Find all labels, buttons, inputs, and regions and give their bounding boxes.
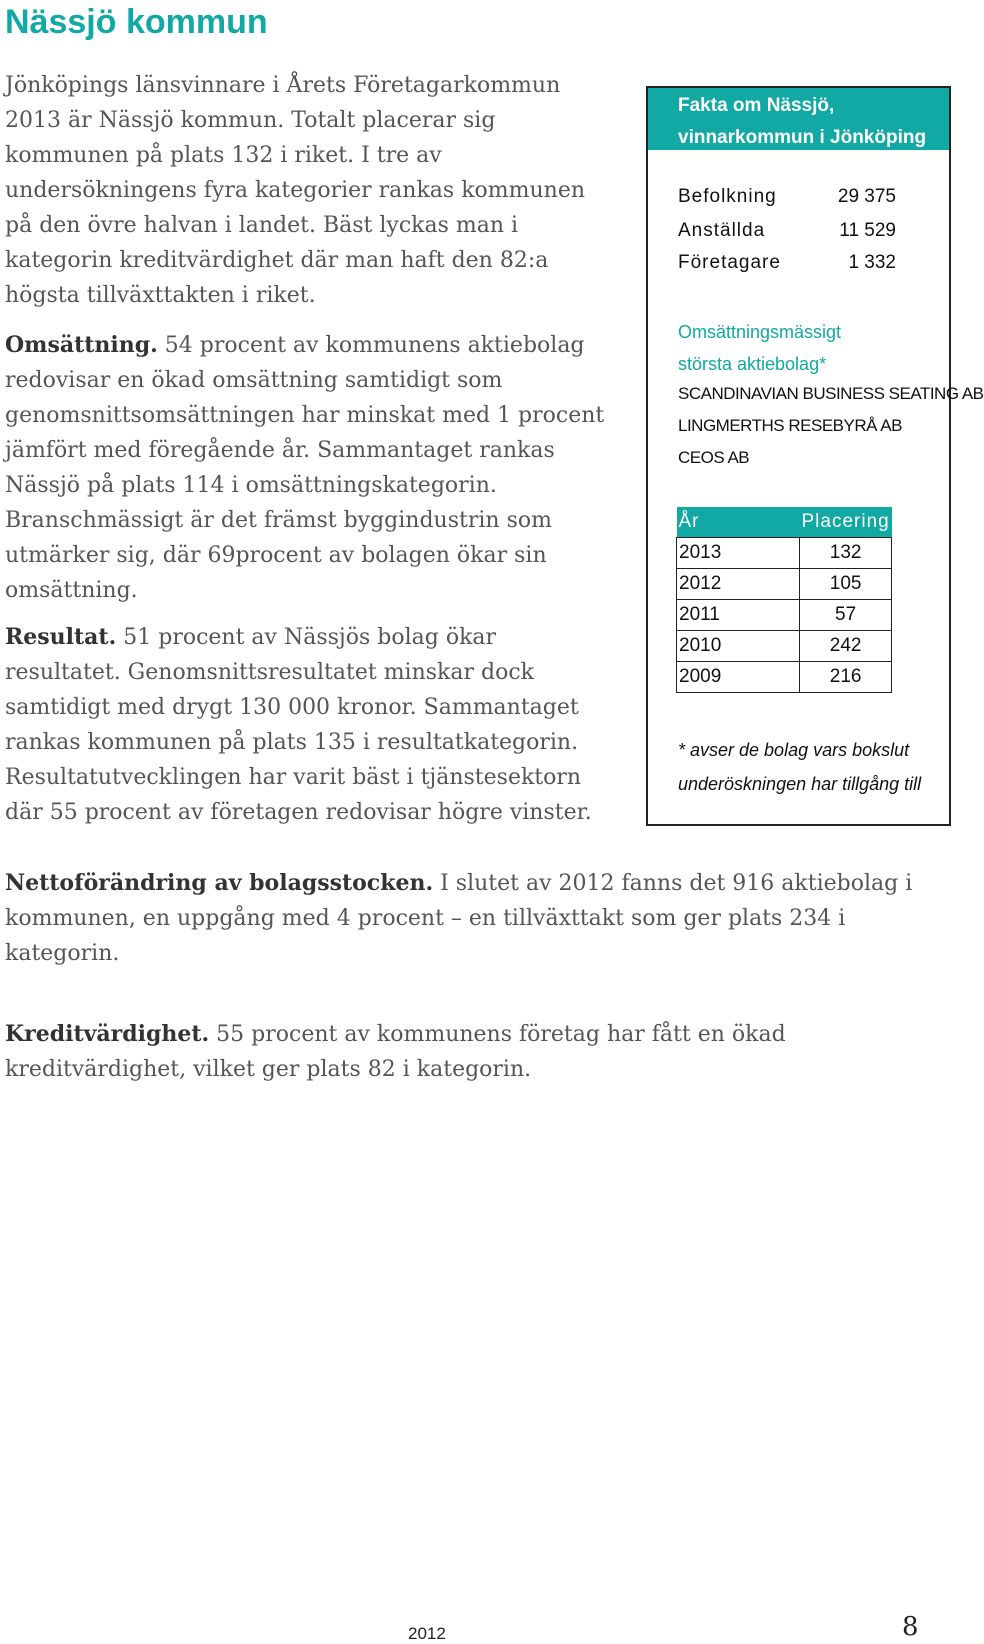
stat-row-population <box>678 186 896 208</box>
cell-year: 2009 <box>677 662 800 693</box>
kredit-text: 55 procent av kommunens företag har fått en ökad kreditvärdighet, vilket ger plats 82 i kategorin. <box>5 1022 786 1082</box>
fact-box-header <box>648 88 949 150</box>
footnote-line2: underöskningen har tillgång till <box>678 774 922 794</box>
cell-rank: 132 <box>800 538 892 569</box>
netto-paragraph <box>5 866 935 971</box>
table-row <box>677 631 892 662</box>
page-title: Nässjö kommun <box>5 3 268 41</box>
stat-row-entrepreneurs <box>678 252 896 274</box>
cell-rank: 242 <box>800 631 892 662</box>
cell-rank: 105 <box>800 569 892 600</box>
fact-box-header-line2: vinnarkommun i Jönköping <box>678 127 927 148</box>
resultat-text: 51 procent av Nässjös bolag ökar resultatet. Genomsnittsresultatet minskar dock samtidigt med drygt 130 000 kronor. Sammantaget rankas kommunen på plats 135 i resultatkategorin. Resultatutvecklingen har varit bäst i tjänstesektorn där 55 procent av företagen redovisar högre vinster. <box>5 625 592 825</box>
resultat-paragraph <box>5 620 615 830</box>
kredit-paragraph <box>5 1017 935 1087</box>
fact-box-footnote <box>678 733 921 801</box>
kredit-heading: Kreditvärdighet. <box>5 1021 210 1047</box>
table-row <box>677 600 892 631</box>
stat-label: Anställda <box>678 220 766 241</box>
page-number: 8 <box>902 1612 919 1642</box>
cell-year: 2010 <box>677 631 800 662</box>
fact-box <box>646 86 984 826</box>
stat-value: 11 529 <box>839 220 896 241</box>
table-row <box>677 569 892 600</box>
header-year: År <box>677 507 800 538</box>
cell-year: 2013 <box>677 538 800 569</box>
netto-heading: Nettoförändring av bolagsstocken. <box>5 870 434 896</box>
fact-box-header-line1: Fakta om Nässjö, <box>678 95 835 116</box>
ranking-table <box>676 507 892 693</box>
company-item: CEOS AB <box>678 448 750 467</box>
largest-companies-heading <box>678 316 841 380</box>
intro-paragraph: Jönköpings länsvinnare i Årets Företagarkommun 2013 är Nässjö kommun. Totalt placerar sig kommunen på plats 132 i riket. I tre av undersökningens fyra kategorier rankas kommunen på den övre halvan i landet. Bäst lyckas man i kategorin kreditvärdighet där man haft den 82:a högsta tillväxttakten i riket. <box>5 73 586 308</box>
cell-year: 2012 <box>677 569 800 600</box>
footnote-line1: * avser de bolag vars bokslut <box>678 740 910 760</box>
stat-label: Företagare <box>678 252 781 273</box>
cell-year: 2011 <box>677 600 800 631</box>
header-rank: Placering <box>800 507 892 538</box>
largest-heading-line2: största aktiebolag* <box>678 354 827 374</box>
stat-value: 29 375 <box>837 186 896 207</box>
company-item: LINGMERTHS RESEBYRÅ AB <box>678 416 902 435</box>
resultat-heading: Resultat. <box>5 624 117 650</box>
table-row <box>677 538 892 569</box>
ranking-table-header <box>677 507 892 538</box>
cell-rank: 57 <box>800 600 892 631</box>
table-row <box>677 662 892 693</box>
cell-rank: 216 <box>800 662 892 693</box>
stat-value: 1 332 <box>848 252 896 273</box>
footer-year: 2012 <box>408 1624 446 1643</box>
stat-label: Befolkning <box>678 186 777 207</box>
omsattning-text: 54 procent av kommunens aktiebolag redovisar en ökad omsättning samtidigt som genomsnittsomsättningen har minskat med 1 procent jämfört med föregående år. Sammantaget rankas Nässjö på plats 114 i omsättningskategorin. Branschmässigt är det främst byggindustrin som utmärker sig, där 69procent av bolagen ökar sin omsättning. <box>5 333 605 603</box>
company-item: SCANDINAVIAN BUSINESS SEATING AB <box>678 384 984 403</box>
omsattning-heading: Omsättning. <box>5 332 158 358</box>
largest-heading-line1: Omsättningsmässigt <box>678 322 842 342</box>
netto-text: I slutet av 2012 fanns det 916 aktiebolag i kommunen, en uppgång med 4 procent – en tillväxttakt som ger plats 234 i kategorin. <box>5 871 913 966</box>
omsattning-paragraph <box>5 328 615 608</box>
stat-row-employees <box>678 220 896 242</box>
